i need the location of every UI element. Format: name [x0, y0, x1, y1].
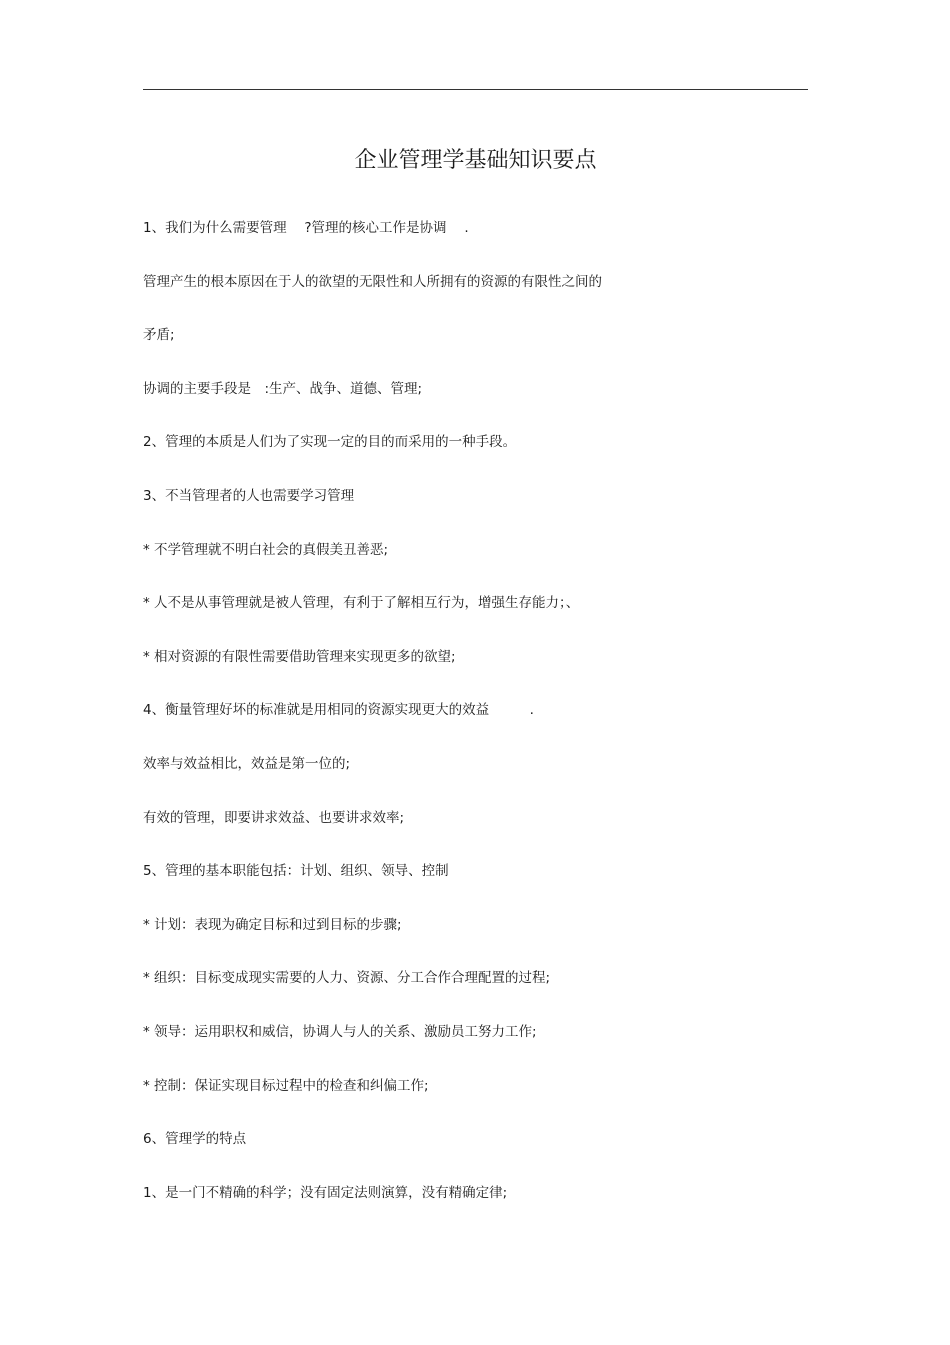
text-line: * 计划：表现为确定目标和过到目标的步骤;: [143, 916, 402, 933]
text-line: 1、我们为什么需要管理 ?管理的核心工作是协调 .: [143, 220, 469, 236]
text-line: 3、不当管理者的人也需要学习管理: [143, 487, 355, 504]
text-line: * 人不是从事管理就是被人管理，有利于了解相互行为，增强生存能力；、: [143, 595, 580, 612]
text-line: 5、管理的基本职能包括：计划、组织、领导、控制: [143, 863, 449, 880]
body-text: [143, 216, 808, 1234]
text-line: 有效的管理，即要讲求效益、也要讲求效率;: [143, 809, 405, 826]
header-rule: [143, 89, 808, 90]
text-line: 2、管理的本质是人们为了实现一定的目的而采用的一种手段。: [143, 434, 517, 451]
text-line: 管理产生的根本原因在于人的欲望的无限性和人所拥有的资源的有限性之间的: [143, 273, 602, 290]
text-line: * 相对资源的有限性需要借助管理来实现更多的欲望;: [143, 648, 456, 665]
text-line: 4、衡量管理好坏的标准就是用相同的资源实现更大的效益 .: [143, 702, 534, 719]
text-line: 1、是一门不精确的科学；没有固定法则演算，没有精确定律;: [143, 1184, 508, 1201]
text-line: 协调的主要手段是 :生产、战争、道德、管理;: [143, 380, 423, 397]
text-line: * 不学管理就不明白社会的真假美丑善恶;: [143, 541, 389, 558]
text-line: * 控制：保证实现目标过程中的检查和纠偏工作;: [143, 1077, 429, 1094]
page-title: 企业管理学基础知识要点: [354, 148, 597, 173]
text-line: 效率与效益相比，效益是第一位的;: [143, 755, 351, 772]
text-line: * 领导：运用职权和威信，协调人与人的关系、激励员工努力工作;: [143, 1023, 537, 1040]
text-line: 6、管理学的特点: [143, 1131, 247, 1148]
text-line: 矛盾;: [143, 327, 175, 344]
text-line: * 组织：目标变成现实需要的人力、资源、分工合作合理配置的过程;: [143, 970, 551, 987]
